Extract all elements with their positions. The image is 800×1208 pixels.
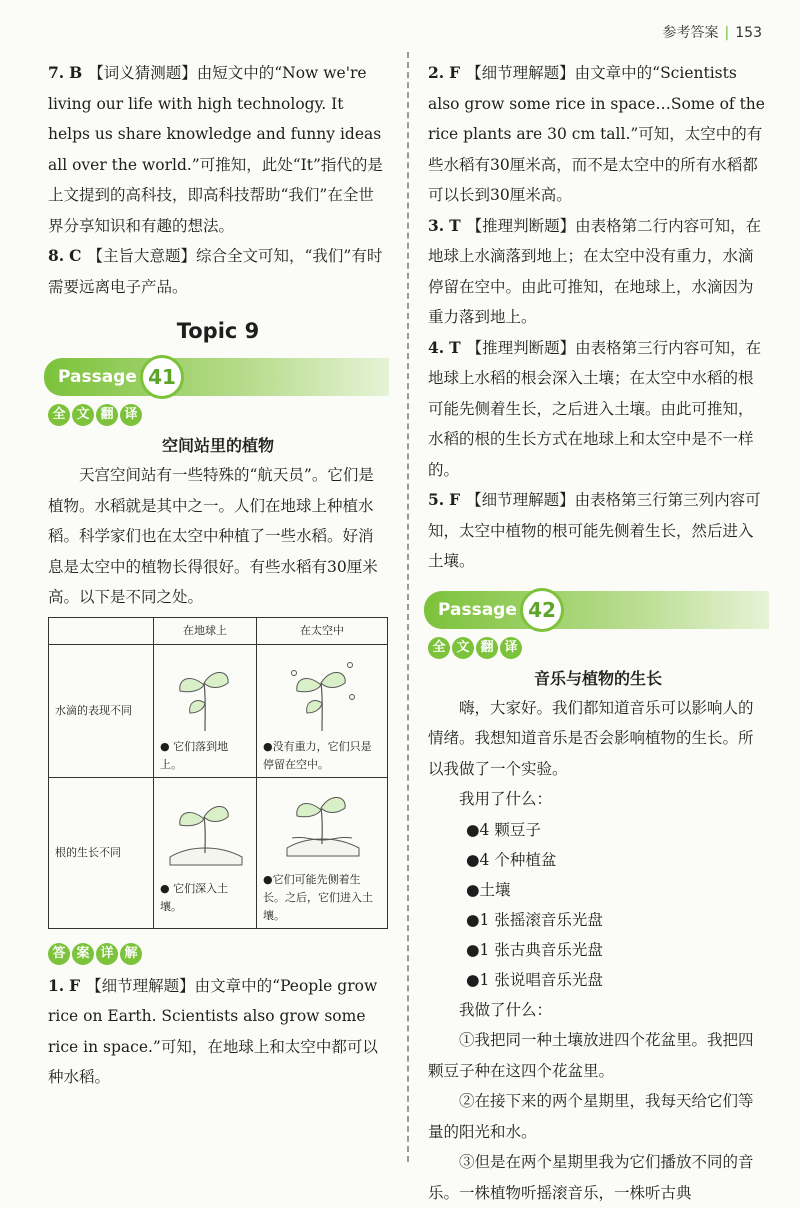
cell-space-roots xyxy=(257,777,388,928)
answer-2 xyxy=(428,58,768,211)
passage-number: 42 xyxy=(520,588,564,632)
list-item: ●4 颗豆子 xyxy=(466,820,541,839)
section-label: 参考答案 xyxy=(662,25,719,41)
cell-text: ● 它们深入土壤。 xyxy=(160,881,229,913)
answer-7 xyxy=(48,58,388,241)
table-row-water xyxy=(49,644,388,777)
page-header xyxy=(663,22,762,42)
table-header-row xyxy=(49,617,388,644)
sprout-soil-illustration xyxy=(160,790,250,880)
left-column xyxy=(48,58,388,1093)
row-label-water: 水滴的表现不同 xyxy=(49,644,154,777)
badge-char: 答 xyxy=(48,943,70,965)
answer-letter: C xyxy=(69,246,82,265)
list-item: ●1 张古典音乐光盘 xyxy=(466,940,603,959)
passage-label: Passage xyxy=(58,367,137,387)
passage-42-banner xyxy=(424,591,769,629)
answer-text: 【细节理解题】由文章中的“Scientists also grow some rice in space…Some of the rice plants are 30 cm tall.”可知，太空中的有些水稻有30厘米高，而不是太空中的所有水稻都可以长到30厘米高。 xyxy=(428,64,765,204)
badge-char: 文 xyxy=(452,637,474,659)
header-earth: 在地球上 xyxy=(154,617,257,644)
step-2: ②在接下来的两个星期里，我每天给它们等量的阳光和水。 xyxy=(428,1092,754,1141)
passage-label: Passage xyxy=(438,599,517,620)
answer-letter: F xyxy=(449,63,461,82)
badge-char: 全 xyxy=(428,637,450,659)
passage-number: 41 xyxy=(140,355,184,399)
answer-letter: T xyxy=(449,337,461,357)
question-number: 7. xyxy=(48,63,65,82)
question-number: 2. xyxy=(428,63,445,82)
question-number: 3. xyxy=(428,215,445,235)
cell-text: ●没有重力，它们只是停留在空中。 xyxy=(263,739,372,771)
materials-heading: 我用了什么： xyxy=(459,790,553,808)
right-column xyxy=(428,58,768,1208)
badge-char: 全 xyxy=(48,404,70,426)
translation-badge xyxy=(428,637,768,659)
answer-text: 【推理判断题】由表格第二行内容可知，在地球上水滴落到地上；在太空中没有重力，水滴停留在空中。由此可推知，在地球上，水滴因为重力落到地上。 xyxy=(428,216,762,326)
comparison-table xyxy=(48,617,388,929)
answer-1 xyxy=(48,971,388,1093)
badge-char: 解 xyxy=(120,943,142,965)
badge-char: 详 xyxy=(96,943,118,965)
answer-badge xyxy=(48,943,388,965)
translation-title: 音乐与植物的生长 xyxy=(533,668,662,688)
sprout-side-roots-illustration xyxy=(263,781,381,871)
list-item: ●4 个种植盆 xyxy=(466,850,557,869)
row-label-roots: 根的生长不同 xyxy=(49,777,154,928)
cell-text: ● 它们落到地上。 xyxy=(160,739,229,771)
translation-title: 空间站里的植物 xyxy=(161,436,274,455)
topic-title: Topic 9 xyxy=(176,319,260,343)
answer-5 xyxy=(428,485,768,577)
cell-space-water xyxy=(257,644,388,777)
answer-letter: F xyxy=(69,975,81,995)
cell-text: ●它们可能先侧着生长。之后，它们进入土壤。 xyxy=(263,872,374,922)
answer-text: 【词义猜测题】由短文中的“Now we're living our life with high technology. It helps us share knowledge and funny ideas all over the world.”可推知，此处“It”指代的是上文提到的高科技，即高科技帮助“我们”在全世界分享知识和有趣的想法。 xyxy=(48,64,383,235)
column-divider xyxy=(407,52,409,1162)
passage-41-banner xyxy=(44,358,389,396)
answer-4 xyxy=(428,333,768,486)
badge-char: 译 xyxy=(120,404,142,426)
steps-heading: 我做了什么： xyxy=(459,1000,553,1019)
question-number: 8. xyxy=(48,246,65,265)
question-number: 5. xyxy=(428,490,445,509)
step-3: ③但是在两个星期里我为它们播放不同的音乐。一株植物听摇滚音乐，一株听古典 xyxy=(428,1153,754,1202)
badge-char: 翻 xyxy=(476,637,498,659)
answer-3 xyxy=(428,211,768,333)
table-corner xyxy=(49,617,154,644)
sprout-illustration xyxy=(160,648,250,738)
answer-text: 【细节理解题】由表格第三行第三列内容可知，太空中植物的根可能先侧着生长，然后进入土壤。 xyxy=(428,491,761,570)
translation-paragraph: 嗨，大家好。我们都知道音乐可以影响人的情绪。我想知道音乐是否会影响植物的生长。所以我做了一个实验。 xyxy=(428,698,754,778)
badge-char: 翻 xyxy=(96,404,118,426)
answer-letter: T xyxy=(449,215,461,235)
answer-letter: F xyxy=(449,490,461,509)
table-row-roots xyxy=(49,777,388,928)
list-item: ●1 张说唱音乐光盘 xyxy=(466,970,603,989)
cell-earth-water xyxy=(154,644,257,777)
step-1: ①我把同一种土壤放进四个花盆里。我把四颗豆子种在这四个花盆里。 xyxy=(428,1031,754,1080)
answer-text: 【主旨大意题】综合全文可知，“我们”有时需要远离电子产品。 xyxy=(48,247,383,296)
header-space: 在太空中 xyxy=(257,617,388,644)
answer-text: 【细节理解题】由文章中的“People grow rice on Earth. Scientists also grow some rice in space.”可知，在地球上和太空中都可以种水稻。 xyxy=(48,976,378,1086)
answer-text: 【推理判断题】由表格第三行内容可知，在地球上水稻的根会深入土壤；在太空中水稻的根可能先侧着生长，之后进入土壤。由此可推知，水稻的根的生长方式在地球上和太空中是不一样的。 xyxy=(428,338,762,479)
answer-8 xyxy=(48,241,388,302)
list-item: ●1 张摇滚音乐光盘 xyxy=(466,910,603,929)
answer-letter: B xyxy=(69,63,83,82)
materials-list xyxy=(428,815,768,995)
translation-badge xyxy=(48,404,388,426)
translation-paragraph: 天宫空间站有一些特殊的“航天员”。它们是植物。水稻就是其中之一。人们在地球上种植水稻。科学家们也在太空中种植了一些水稻。好消息是太空中的植物长得很好。有些水稻有30厘米高。以下是不同之处。 xyxy=(48,466,378,606)
question-number: 4. xyxy=(428,337,445,357)
list-item: ●土壤 xyxy=(466,880,511,899)
sprout-drops-illustration xyxy=(263,648,381,738)
question-number: 1. xyxy=(48,975,65,995)
cell-earth-roots xyxy=(154,777,257,928)
badge-char: 译 xyxy=(500,637,522,659)
page-number: 153 xyxy=(735,25,762,41)
badge-char: 案 xyxy=(72,943,94,965)
badge-char: 文 xyxy=(72,404,94,426)
header-separator: | xyxy=(724,25,730,41)
